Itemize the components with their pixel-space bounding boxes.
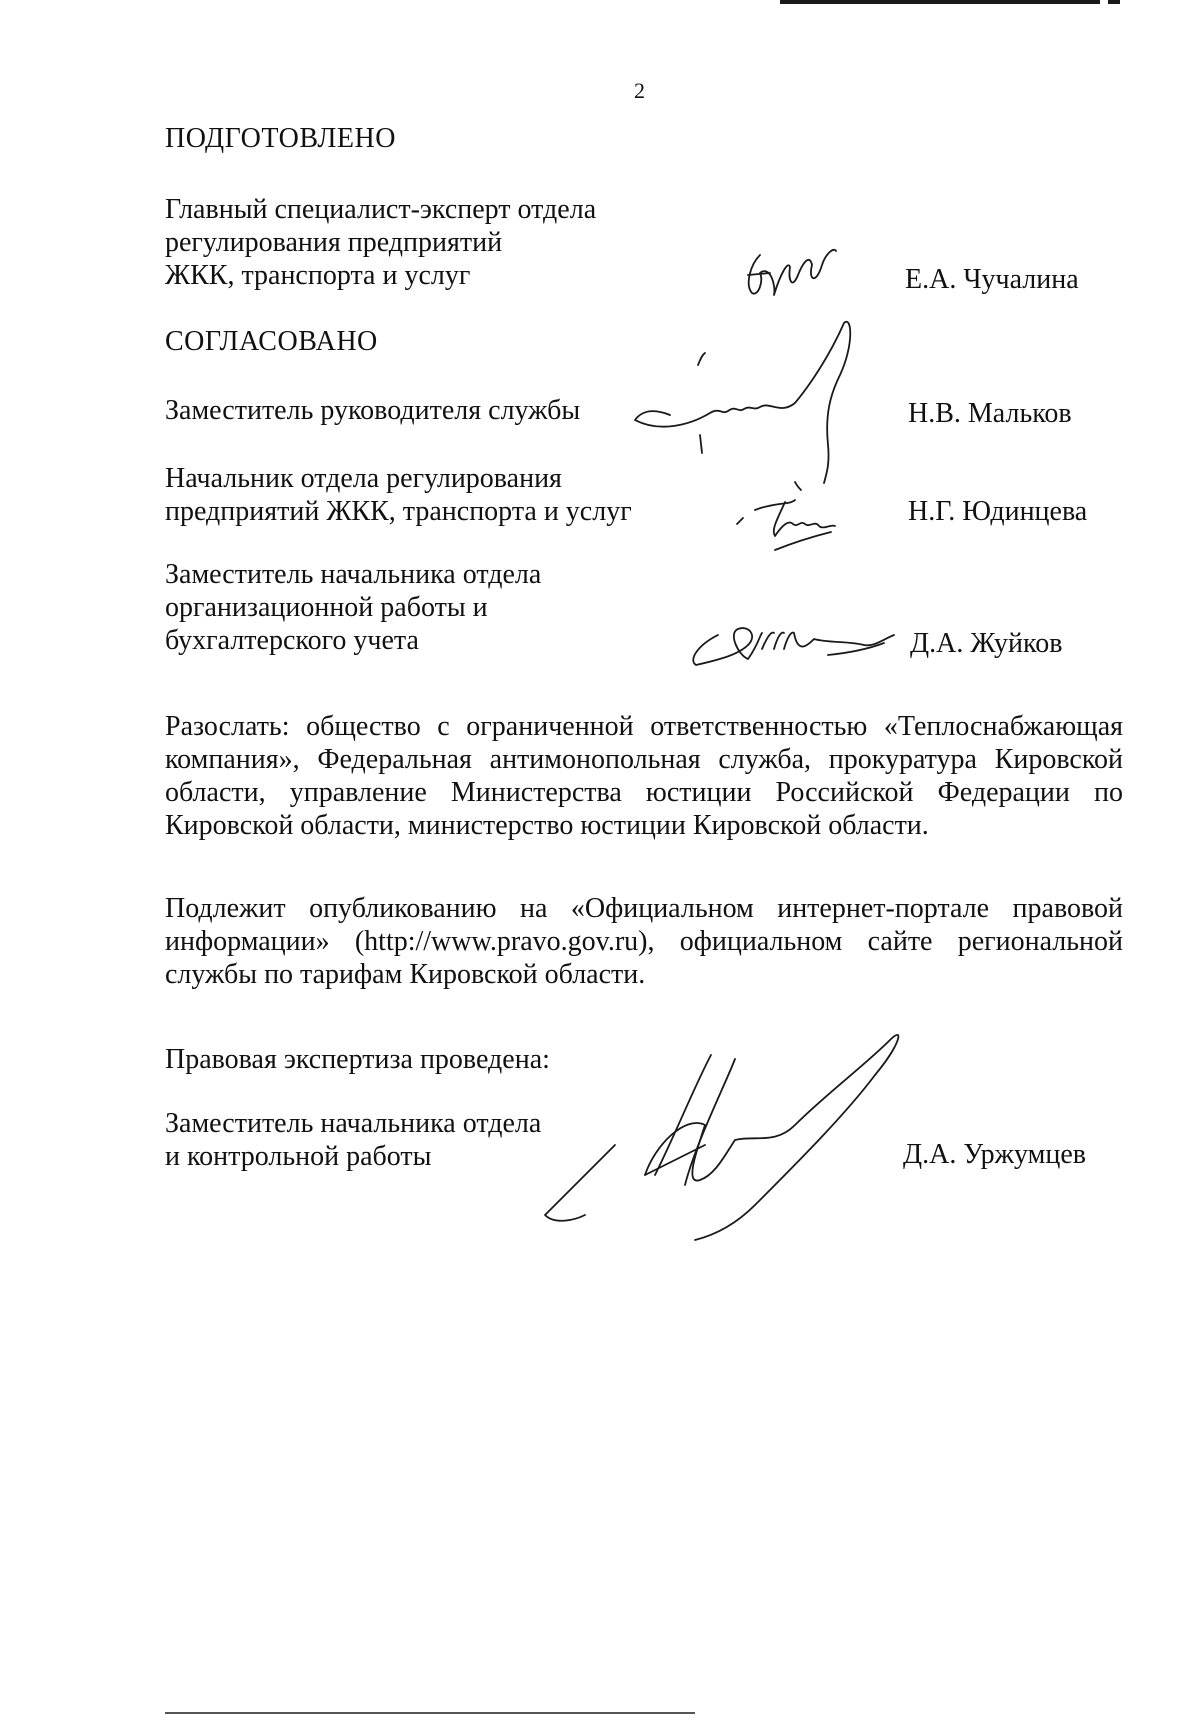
position-line: Заместитель начальника отдела — [165, 1108, 542, 1139]
page-number: 2 — [634, 78, 645, 103]
signer-name: Д.А. Жуйков — [910, 628, 1063, 659]
prepared-heading: ПОДГОТОВЛЕНО — [165, 123, 396, 154]
scan-edge-mark — [1108, 0, 1120, 4]
signature-urzhumtsev — [535, 1025, 925, 1245]
position-line: бухгалтерского учета — [165, 625, 419, 656]
position-line: регулирования предприятий — [165, 227, 503, 258]
signature-yudintseva — [735, 480, 855, 550]
paragraph-line: компания», Федеральная антимонопольная служба, прокуратура Кировской — [165, 744, 1123, 775]
paragraph-line: области, управление Министерства юстиции Российской Федерации по — [165, 777, 1123, 808]
signature-zhuykov — [688, 615, 908, 675]
publication-paragraph — [165, 892, 1123, 991]
paragraph-line: Кировской области, министерство юстиции Кировской области. — [165, 810, 929, 841]
position-line: Главный специалист-эксперт отдела — [165, 194, 597, 225]
position-line: организационной работы и — [165, 592, 488, 623]
legal-review-heading: Правовая экспертиза проведена: — [165, 1044, 550, 1075]
signer-name: Д.А. Уржумцев — [903, 1139, 1087, 1170]
scan-edge-mark — [780, 0, 1100, 4]
paragraph-line: Разослать: общество с ограниченной ответственностью «Теплоснабжающая — [165, 711, 1123, 742]
bottom-edge-line — [165, 1712, 695, 1714]
paragraph-line: информации» (http://www.pravo.gov.ru), официальном сайте региональной — [165, 926, 1123, 957]
legal-review-position — [165, 1107, 541, 1173]
position-line: Заместитель руководителя службы — [165, 395, 581, 426]
signer-name: Н.Г. Юдинцева — [908, 496, 1088, 527]
signer-name: Е.А. Чучалина — [905, 264, 1079, 295]
paragraph-line: Подлежит опубликованию на «Официальном интернет-портале правовой — [165, 893, 1123, 924]
signer-name: Н.В. Мальков — [908, 398, 1072, 429]
distribution-paragraph — [165, 710, 1123, 842]
signature-malkov — [630, 315, 890, 485]
signer-position — [165, 558, 541, 657]
position-line: Заместитель начальника отдела — [165, 559, 542, 590]
position-line: Начальник отдела регулирования — [165, 463, 562, 494]
paragraph-line: службы по тарифам Кировской области. — [165, 959, 646, 990]
signature-chuchalina — [740, 245, 840, 305]
prepared-position — [165, 193, 596, 292]
signer-position — [165, 462, 632, 528]
position-line: ЖКК, транспорта и услуг — [165, 260, 471, 291]
position-line: и контрольной работы — [165, 1141, 432, 1172]
position-line: предприятий ЖКК, транспорта и услуг — [165, 496, 632, 527]
agreed-heading: СОГЛАСОВАНО — [165, 326, 378, 357]
